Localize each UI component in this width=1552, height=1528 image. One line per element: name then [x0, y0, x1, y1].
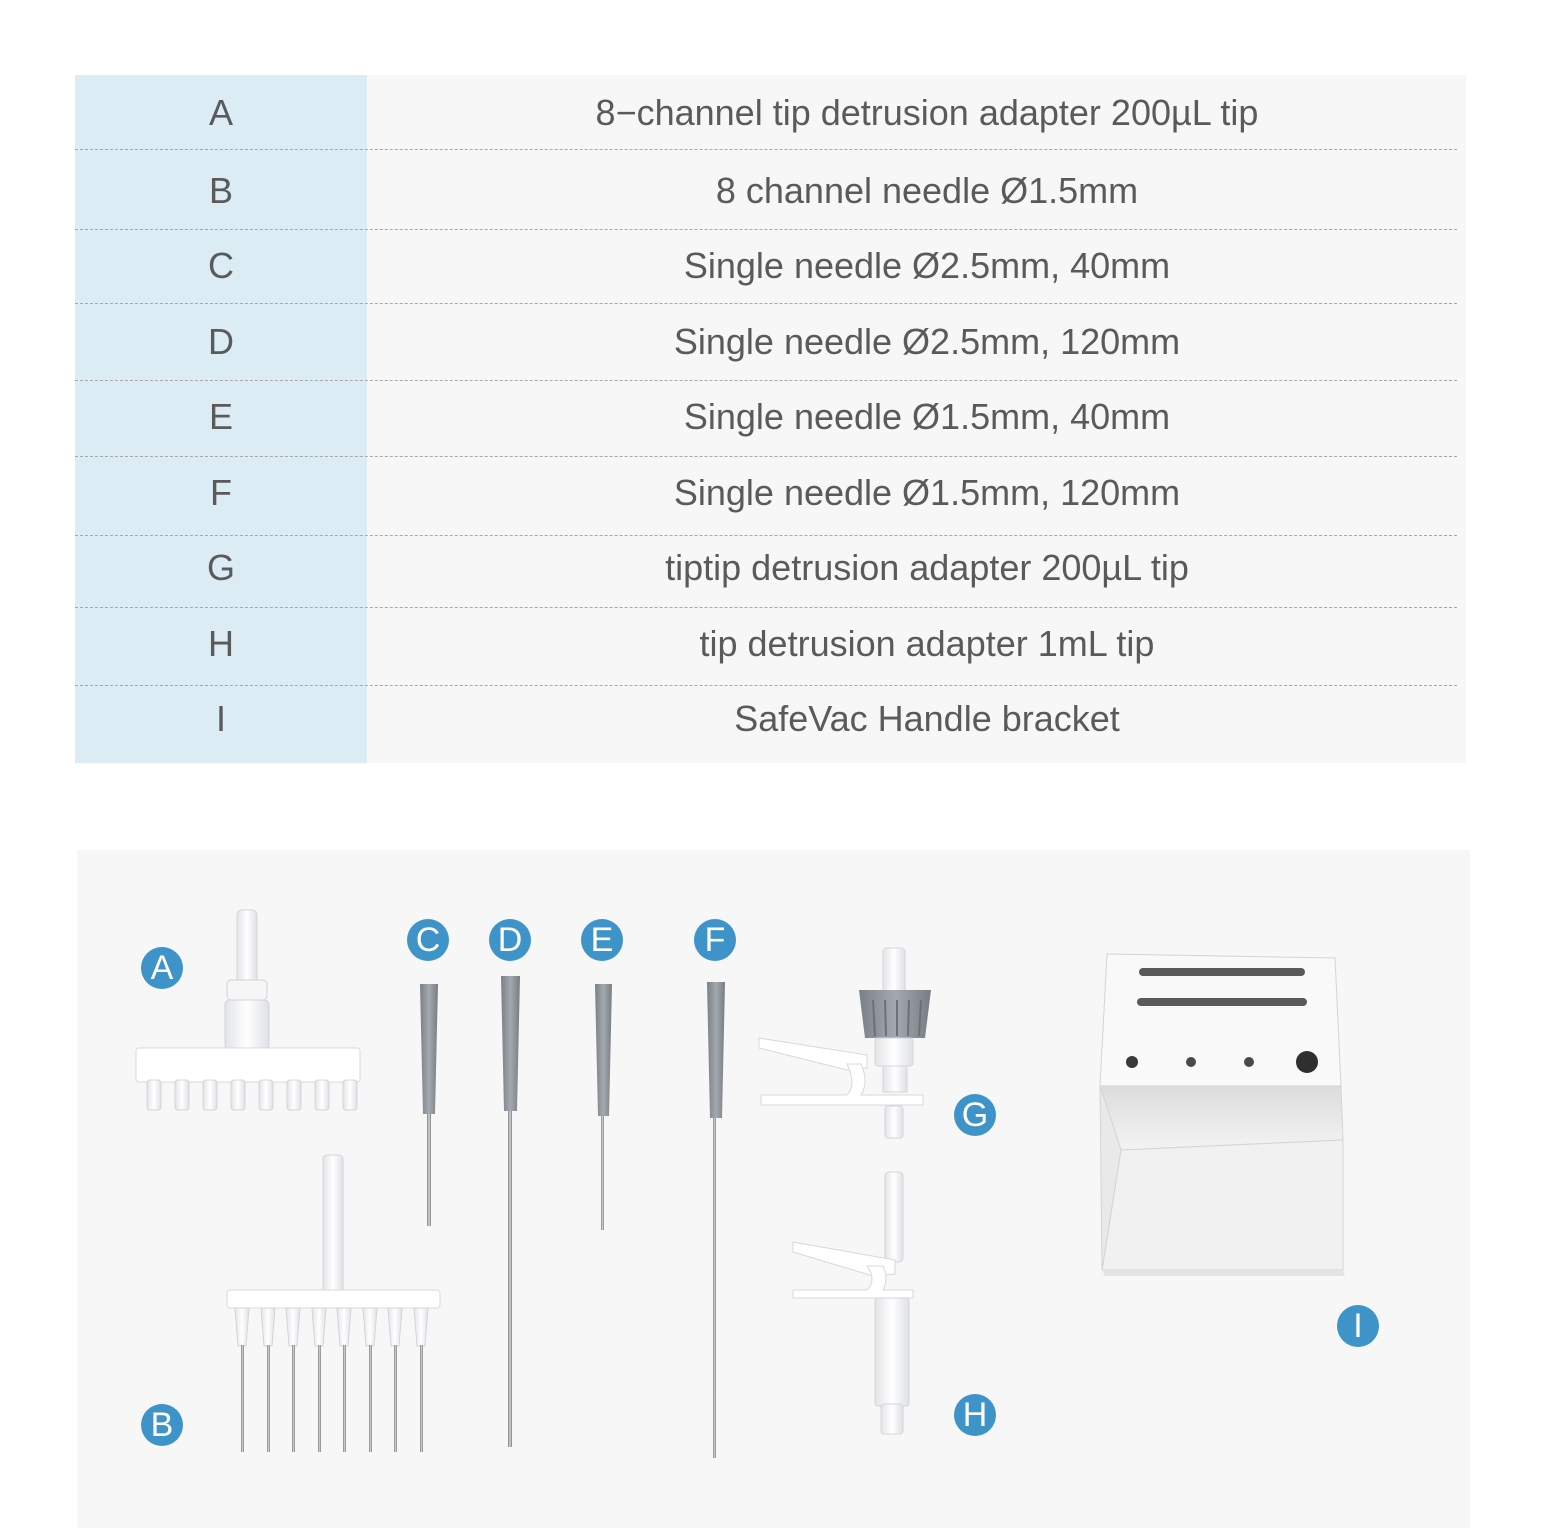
row-key: E	[208, 396, 233, 437]
badge-b: B	[141, 1404, 183, 1446]
table-row	[75, 228, 1466, 304]
badge-f: F	[694, 919, 736, 961]
spec-table	[75, 75, 1466, 763]
row-key: G	[206, 547, 235, 588]
part-f-single-needle	[707, 982, 725, 1458]
part-d-single-needle	[501, 976, 520, 1447]
row-key: H	[208, 623, 234, 664]
table-row	[75, 530, 1466, 606]
part-c-single-needle	[420, 984, 438, 1226]
parts-photo-panel	[77, 850, 1470, 1528]
row-key: I	[215, 698, 226, 739]
table-row	[75, 153, 1466, 229]
row-key: B	[208, 170, 233, 211]
row-description: Single needle Ø1.5mm, 40mm	[683, 396, 1171, 437]
row-key: A	[208, 92, 233, 133]
row-description: tip detrusion adapter 1mL tip	[699, 623, 1155, 664]
table-row	[75, 75, 1466, 151]
part-i-handle-bracket	[1100, 954, 1345, 1276]
row-key: D	[208, 321, 234, 362]
table-row	[75, 606, 1466, 682]
row-description: SafeVac Handle bracket	[734, 698, 1120, 739]
part-g-tip-adapter	[759, 948, 931, 1138]
row-description: tiptip detrusion adapter 200µL tip	[665, 547, 1189, 588]
row-description: 8 channel needle Ø1.5mm	[715, 170, 1139, 211]
parts-illustration	[77, 850, 1470, 1528]
row-description: Single needle Ø1.5mm, 120mm	[673, 472, 1181, 513]
table-row	[75, 379, 1466, 455]
part-a-8-channel-adapter	[136, 910, 360, 1110]
part-b-8-channel-needle	[227, 1155, 440, 1452]
table-row	[75, 455, 1466, 531]
row-description: Single needle Ø2.5mm, 40mm	[683, 245, 1171, 286]
badge-g: G	[954, 1094, 996, 1136]
row-key: C	[208, 245, 234, 286]
row-key: F	[210, 472, 232, 513]
table-row	[75, 304, 1466, 380]
badge-i: I	[1337, 1305, 1379, 1347]
badge-a: A	[141, 947, 183, 989]
part-h-tip-adapter	[793, 1172, 913, 1434]
row-divider	[75, 149, 1457, 150]
row-description: Single needle Ø2.5mm, 120mm	[673, 321, 1181, 362]
badge-c: C	[407, 919, 449, 961]
row-description: 8−channel tip detrusion adapter 200µL tip	[595, 92, 1259, 133]
badge-e: E	[581, 919, 623, 961]
table-row	[75, 681, 1466, 757]
badge-h: H	[954, 1394, 996, 1436]
badge-d: D	[489, 919, 531, 961]
part-e-single-needle	[595, 984, 612, 1230]
